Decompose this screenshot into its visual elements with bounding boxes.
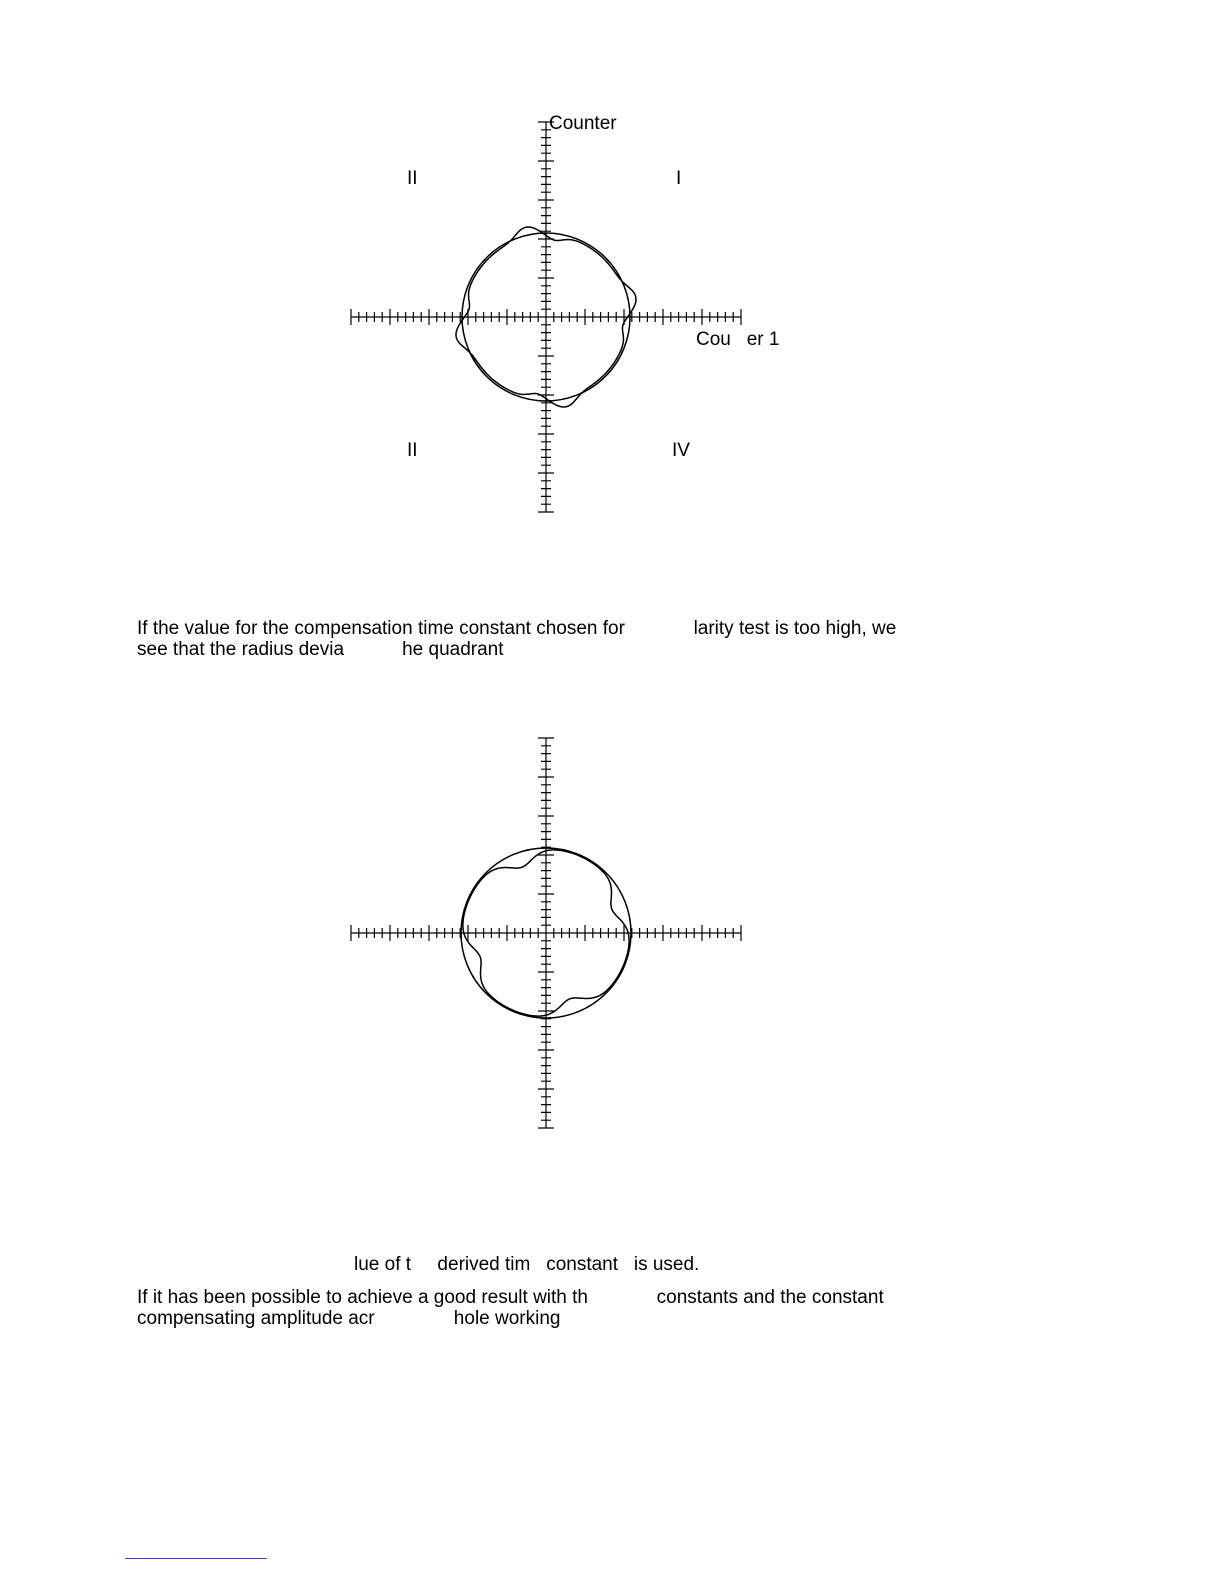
figure-2-caption: lue of t derived tim constant is used. xyxy=(354,1254,700,1275)
figure-1-x-axis-label: Cou er 1 xyxy=(696,329,780,350)
paragraph-2-line-1: If it has been possible to achieve a good result with th constants and the constant xyxy=(137,1287,884,1308)
figure-1-quadrant-2-label: II xyxy=(407,168,418,189)
paragraph-2-line-2: compensating amplitude acr hole working xyxy=(137,1308,561,1329)
figure-1-quadrant-4-label: IV xyxy=(672,440,690,461)
figure-1-quadrant-1-label: I xyxy=(676,168,682,189)
figure-1-quadrant-3-label: II xyxy=(407,440,418,461)
paragraph-1-line-2: see that the radius devia he quadrant xyxy=(137,639,504,660)
figure-2-axes xyxy=(351,738,741,1128)
footnote-separator xyxy=(125,1558,267,1559)
paragraph-1-line-1: If the value for the compensation time constant chosen for larity test is too high, we xyxy=(137,618,897,639)
figure-1-y-axis-label: Counter xyxy=(549,113,617,134)
